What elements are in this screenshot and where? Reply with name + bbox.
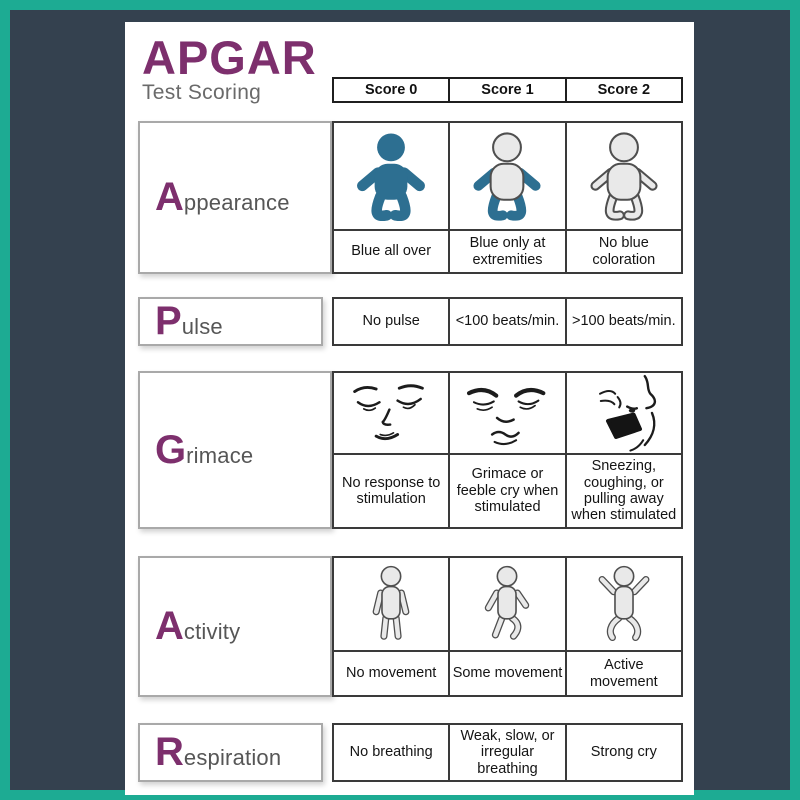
face-sneeze-icon [567,373,681,453]
respiration-score0-cell: No breathing [332,723,450,782]
grimace-score0-label: No response to stimulation [334,453,448,527]
row-pulse [138,297,683,346]
row-label-activity [138,556,332,697]
apgar-card [125,22,694,795]
activity-score1-cell [448,556,566,697]
row-label-grimace [138,371,332,529]
respiration-cells [332,723,683,782]
row-initial: P [155,299,182,343]
grimace-score0-cell [332,371,450,529]
appearance-score0-label: Blue all over [334,229,448,272]
baby-active-movement-icon [567,558,681,650]
row-rest: espiration [183,745,282,770]
face-no-response-icon [334,373,448,453]
row-label-text [155,730,281,775]
score-header-2: Score 2 [565,77,683,103]
score-header-0: Score 0 [332,77,450,103]
row-appearance [138,121,683,274]
baby-no-movement-icon [334,558,448,650]
pulse-score1-cell: <100 beats/min. [448,297,566,346]
activity-score2-cell [565,556,683,697]
activity-cells [332,556,683,697]
appearance-score2-label: No blue coloration [567,229,681,272]
row-label-text [155,604,240,649]
row-respiration [138,723,683,782]
page-subtitle: Test Scoring [142,81,262,104]
row-rest: ctivity [183,619,241,644]
appearance-score1-cell [448,121,566,274]
appearance-cells [332,121,683,274]
baby-blue-extremities-icon [450,123,564,229]
row-rest: rimace [186,442,254,468]
row-rest: ulse [181,314,223,339]
baby-some-movement-icon [450,558,564,650]
grimace-score2-cell [565,371,683,529]
row-label-text [155,428,253,473]
row-label-pulse [138,297,323,346]
activity-score2-label: Active movement [567,650,681,695]
row-rest: ppearance [183,190,290,215]
baby-blue-all-over-icon [334,123,448,229]
pulse-score2-cell: >100 beats/min. [565,297,683,346]
row-label-text [155,299,223,344]
appearance-score0-cell [332,121,450,274]
grimace-score1-label: Grimace or feeble cry when stimulated [450,453,564,527]
score-header-1: Score 1 [448,77,566,103]
activity-score0-label: No movement [334,650,448,695]
respiration-score1-cell: Weak, slow, or irregular breathing [448,723,566,782]
grimace-score2-label: Sneezing, coughing, or pulling away when stimulated [567,453,681,527]
baby-no-blue-icon [567,123,681,229]
score-header-row [332,77,683,103]
appearance-score2-cell [565,121,683,274]
row-activity [138,556,683,697]
row-initial: R [155,730,184,774]
face-grimace-icon [450,373,564,453]
row-initial: A [155,175,184,219]
pulse-score0-cell: No pulse [332,297,450,346]
row-initial: A [155,604,184,648]
pulse-cells [332,297,683,346]
activity-score1-label: Some movement [450,650,564,695]
page-title: APGAR [142,31,317,84]
row-initial: G [155,427,187,472]
appearance-score1-label: Blue only at extremities [450,229,564,272]
row-label-respiration [138,723,323,782]
activity-score0-cell [332,556,450,697]
table-body [138,121,683,782]
row-label-appearance [138,121,332,274]
grimace-cells [332,371,683,529]
respiration-score2-cell: Strong cry [565,723,683,782]
grimace-score1-cell [448,371,566,529]
row-label-text [155,175,290,220]
row-grimace [138,371,683,529]
title-block [142,31,317,105]
